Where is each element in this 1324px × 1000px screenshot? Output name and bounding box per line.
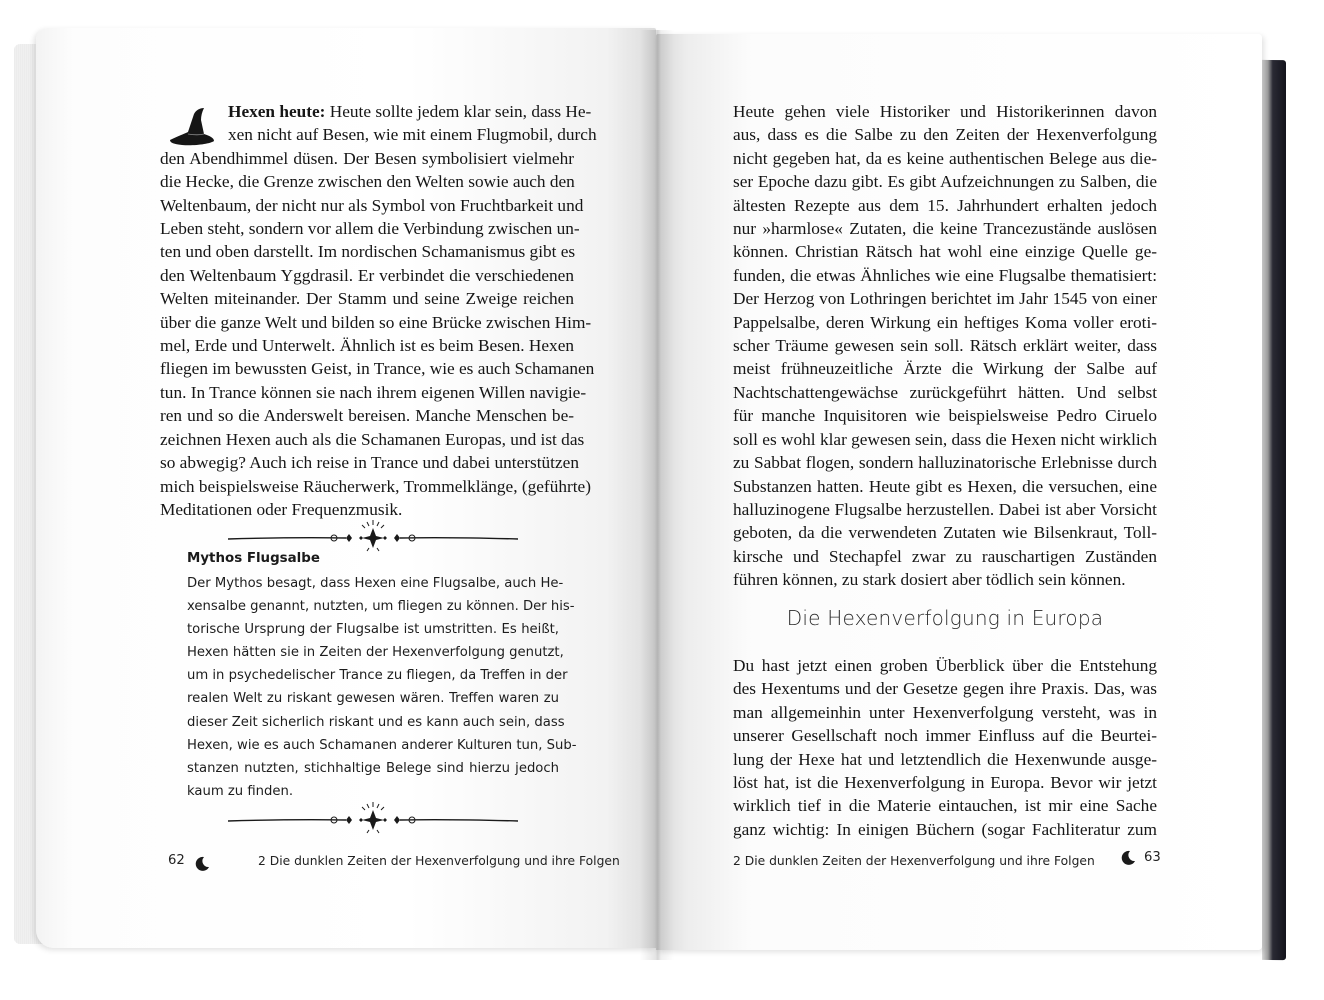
paragraph-line: wirklich tief in die Materie eintauchen, ist mir eine Sache <box>733 796 1157 816</box>
paragraph-line: Du hast jetzt einen groben Überblick über die Entstehung <box>733 656 1157 675</box>
box-line: stanzen nutzten, stichhaltige Belege sind hierzu jedoch <box>187 760 559 776</box>
paragraph-line: mich beispielsweise Räucherwerk, Trommelklänge, (geführte) <box>160 476 591 496</box>
paragraph-line: über die ganze Welt und bilden so eine Brücke zwischen Him- <box>160 312 592 332</box>
paragraph-line: nicht gegeben hat, da es keine authentischen Belege aus die- <box>733 148 1157 168</box>
paragraph-line: zeichnen Hexen auch als die Schamanen Europas, und ist das <box>160 429 585 449</box>
paragraph-line: Der Herzog von Lothringen berichtet im Jahr 1545 von einer <box>733 289 1157 309</box>
paragraph-line: tun. In Trance können sie nach ihrem eigenen Willen navigie- <box>160 382 587 402</box>
paragraph-line: für manche Inquisitoren wie beispielsweise Pedro Ciruelo <box>733 406 1157 426</box>
paragraph-line: scher Träume gewesen sein soll. Rätsch erklärt weiter, dass <box>733 336 1157 356</box>
paragraph-line: man allgemeinhin unter Hexenverfolgung versteht, was in <box>733 702 1157 722</box>
paragraph-line: ren und so die Anderswelt bereisen. Manche Menschen be- <box>160 406 574 426</box>
star-divider-ornament <box>228 800 518 840</box>
book-gutter <box>640 30 674 960</box>
paragraph-line: können. Christian Rätsch hat wohl eine einzige Quelle ge- <box>733 242 1157 262</box>
box-line: torische Ursprung der Flugsalbe ist umstritten. Es heißt, <box>187 622 559 638</box>
paragraph-line: Nachtschattengewächse zurückgeführt hätten. Und selbst <box>733 382 1157 402</box>
running-head-left: 2 Die dunklen Zeiten der Hexenverfolgung und ihre Folgen <box>258 854 620 868</box>
paragraph-line: halluzinogene Flugsalbe herzustellen. Dabei ist aber Vorsicht <box>733 499 1157 519</box>
paragraph-line: des Hexentums und der Gesetze gegen ihre Praxis. Das, was <box>733 679 1157 699</box>
book-cover-edge <box>1262 60 1286 960</box>
section-heading: Die Hexenverfolgung in Europa <box>786 606 1104 630</box>
paragraph-line: geboten, da die verwendeten Zutaten wie Bilsenkraut, Toll- <box>733 523 1157 543</box>
paragraph-line: die Hecke, die Grenze zwischen den Welten sowie auch den <box>160 172 575 192</box>
section-lead: Hexen heute: <box>228 102 326 121</box>
paragraph-line: unserer Gesellschaft noch immer Einfluss auf die Beurtei- <box>733 726 1157 746</box>
left-main-paragraph <box>160 100 597 521</box>
right-second-paragraph <box>733 654 1157 841</box>
paragraph-line: Pappelsalbe, deren Wirkung ein heftiges Koma voller eroti- <box>733 312 1157 332</box>
box-line: um in psychedelischer Trance zu fliegen, da Treffen in der <box>187 668 568 684</box>
box-line: realen Welt zu riskant gewesen wären. Treffen waren zu <box>187 691 559 707</box>
crescent-moon-icon <box>194 856 210 872</box>
paragraph-line: lung der Hexe hat und letztendlich die Hexenwunde ausge- <box>733 749 1157 769</box>
paragraph-line: funden, die etwas Ähnliches wie eine Flugsalbe thematisiert: <box>733 265 1157 285</box>
paragraph-line: so abwegig? Auch ich reise in Trance und dabei unterstützen <box>160 453 579 473</box>
line-text: Heute sollte jedem klar sein, dass He- <box>329 102 592 121</box>
paragraph-line: meist frühneuzeitliche Ärzte die Wirkung der Salbe auf <box>733 359 1157 379</box>
paragraph-line: Welten miteinander. Der Stamm und seine Zweige reichen <box>160 289 574 309</box>
paragraph-line: Leben steht, sondern vor allem die Verbindung zwischen un- <box>160 219 580 239</box>
box-line: Hexen hätten sie in Zeiten der Hexenverfolgung genutzt, <box>187 645 564 661</box>
paragraph-line: den Weltenbaum Yggdrasil. Er verbindet die verschiedenen <box>160 265 574 285</box>
paragraph-line: zu Sabbat flogen, sondern halluzinatorische Erlebnisse durch <box>733 453 1157 473</box>
paragraph-line: führen können, zu stark dosiert aber tödlich sein können. <box>733 570 1126 590</box>
paragraph-line: ältesten Rezepte aus dem 15. Jahrhundert erhalten jedoch <box>733 195 1157 215</box>
paragraph-line: mel, Erde und Unterwelt. Ähnlich ist es beim Besen. Hexen <box>160 336 574 356</box>
box-line: kaum zu finden. <box>187 783 294 799</box>
running-head-right: 2 Die dunklen Zeiten der Hexenverfolgung und ihre Folgen <box>733 854 1095 868</box>
box-line: xensalbe genannt, nutzten, um fliegen zu können. Der his- <box>187 599 575 615</box>
info-box-title: Mythos Flugsalbe <box>187 551 320 566</box>
crescent-moon-icon <box>1120 850 1136 866</box>
box-line: dieser Zeit sicherlich riskant und es kann auch sein, dass <box>187 714 565 730</box>
paragraph-line: aus, dass es die Salbe zu den Zeiten der Hexenverfolgung <box>733 125 1157 145</box>
paragraph-line: ten und oben darstellt. Im nordischen Schamanismus gibt es <box>160 242 576 262</box>
paragraph-line: ser Epoche dazu gibt. Es gibt Aufzeichnungen zu Salben, die <box>733 172 1157 192</box>
paragraph-line: löst hat, ist die Hexenverfolgung in Europa. Bevor wir jetzt <box>733 773 1157 793</box>
paragraph-line: Substanzen hatten. Heute gibt es Hexen, die versuchen, eine <box>733 476 1157 496</box>
box-line: Der Mythos besagt, dass Hexen eine Flugsalbe, auch He- <box>187 576 564 591</box>
paragraph-line: kirsche und Stechapfel zwar zu rauschartigen Zuständen <box>733 546 1157 566</box>
paragraph-line: Heute gehen viele Historiker und Historikerinnen davon <box>733 102 1157 121</box>
paragraph-line: den Abendhimmel düsen. Der Besen symbolisiert vielmehr <box>160 148 574 168</box>
paragraph-line: soll es wohl klar gewesen sein, dass die Hexen nicht wirklich <box>733 429 1157 449</box>
paragraph-line: Meditationen oder Frequenzmusik. <box>160 499 403 519</box>
page-number-left: 62 <box>168 853 185 868</box>
paragraph-line: ganz wichtig: In einigen Büchern (sogar Fachliteratur zum <box>733 819 1157 839</box>
info-box-body <box>187 572 577 803</box>
paragraph-line: fliegen im bewussten Geist, in Trance, wie es auch Schamanen <box>160 359 595 379</box>
paragraph-line <box>180 100 592 123</box>
right-main-paragraph <box>733 100 1157 592</box>
paragraph-line: nur »harmlose« Zutaten, die keine Trancezustände auslösen <box>733 219 1157 239</box>
paragraph-line: xen nicht auf Besen, wie mit einem Flugmobil, durch <box>228 125 597 145</box>
paragraph-line: Weltenbaum, der nicht nur als Symbol von Fruchtbarkeit und <box>160 195 584 215</box>
page-number-right: 63 <box>1144 850 1161 865</box>
box-line: Hexen, wie es auch Schamanen anderer Kulturen tun, Sub- <box>187 737 577 753</box>
